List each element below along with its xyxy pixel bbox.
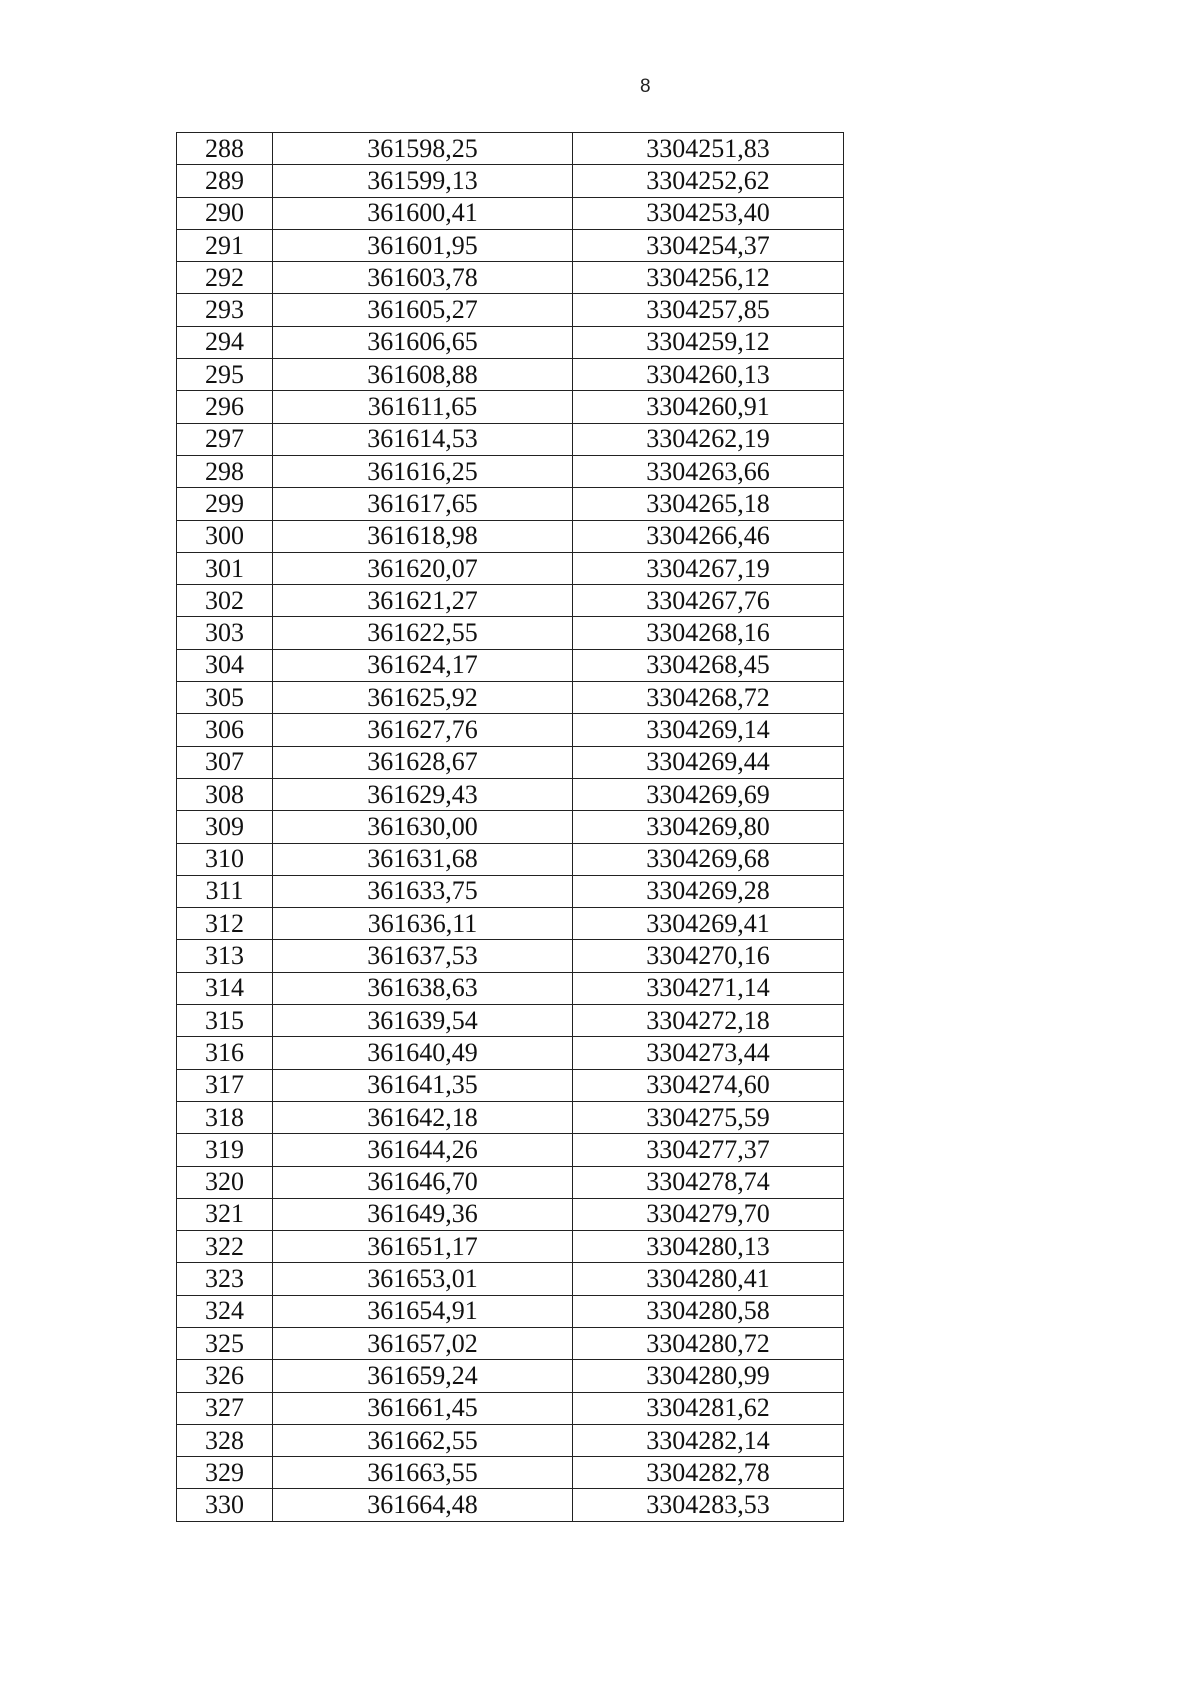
y-coordinate-cell: 3304277,37 xyxy=(573,1134,844,1166)
y-coordinate-cell: 3304268,16 xyxy=(573,617,844,649)
x-coordinate-cell: 361649,36 xyxy=(273,1198,573,1230)
point-number-cell: 296 xyxy=(177,391,273,423)
point-number-cell: 291 xyxy=(177,229,273,261)
x-coordinate-cell: 361662,55 xyxy=(273,1424,573,1456)
point-number-cell: 329 xyxy=(177,1457,273,1489)
table-row xyxy=(177,1069,844,1101)
table-row xyxy=(177,520,844,552)
point-number-cell: 295 xyxy=(177,359,273,391)
point-number-cell: 310 xyxy=(177,843,273,875)
y-coordinate-cell: 3304269,28 xyxy=(573,875,844,907)
x-coordinate-cell: 361657,02 xyxy=(273,1327,573,1359)
x-coordinate-cell: 361605,27 xyxy=(273,294,573,326)
x-coordinate-cell: 361663,55 xyxy=(273,1457,573,1489)
y-coordinate-cell: 3304252,62 xyxy=(573,165,844,197)
x-coordinate-cell: 361630,00 xyxy=(273,811,573,843)
y-coordinate-cell: 3304265,18 xyxy=(573,488,844,520)
table-row xyxy=(177,1101,844,1133)
point-number-cell: 315 xyxy=(177,1005,273,1037)
coordinates-table-body xyxy=(177,133,844,1522)
x-coordinate-cell: 361617,65 xyxy=(273,488,573,520)
table-row xyxy=(177,746,844,778)
table-row xyxy=(177,617,844,649)
table-row xyxy=(177,552,844,584)
y-coordinate-cell: 3304267,19 xyxy=(573,552,844,584)
y-coordinate-cell: 3304254,37 xyxy=(573,229,844,261)
x-coordinate-cell: 361611,65 xyxy=(273,391,573,423)
y-coordinate-cell: 3304282,78 xyxy=(573,1457,844,1489)
y-coordinate-cell: 3304260,91 xyxy=(573,391,844,423)
point-number-cell: 309 xyxy=(177,811,273,843)
point-number-cell: 301 xyxy=(177,552,273,584)
y-coordinate-cell: 3304269,69 xyxy=(573,778,844,810)
x-coordinate-cell: 361598,25 xyxy=(273,133,573,165)
table-row xyxy=(177,1263,844,1295)
y-coordinate-cell: 3304281,62 xyxy=(573,1392,844,1424)
table-row xyxy=(177,1037,844,1069)
table-row xyxy=(177,875,844,907)
x-coordinate-cell: 361601,95 xyxy=(273,229,573,261)
point-number-cell: 319 xyxy=(177,1134,273,1166)
point-number-cell: 323 xyxy=(177,1263,273,1295)
point-number-cell: 326 xyxy=(177,1360,273,1392)
y-coordinate-cell: 3304268,45 xyxy=(573,649,844,681)
table-row xyxy=(177,165,844,197)
x-coordinate-cell: 361629,43 xyxy=(273,778,573,810)
table-row xyxy=(177,649,844,681)
y-coordinate-cell: 3304257,85 xyxy=(573,294,844,326)
table-row xyxy=(177,359,844,391)
y-coordinate-cell: 3304259,12 xyxy=(573,326,844,358)
table-row xyxy=(177,326,844,358)
table-row xyxy=(177,1231,844,1263)
y-coordinate-cell: 3304274,60 xyxy=(573,1069,844,1101)
point-number-cell: 316 xyxy=(177,1037,273,1069)
x-coordinate-cell: 361599,13 xyxy=(273,165,573,197)
table-row xyxy=(177,972,844,1004)
table-row xyxy=(177,843,844,875)
y-coordinate-cell: 3304272,18 xyxy=(573,1005,844,1037)
point-number-cell: 304 xyxy=(177,649,273,681)
y-coordinate-cell: 3304269,44 xyxy=(573,746,844,778)
point-number-cell: 317 xyxy=(177,1069,273,1101)
y-coordinate-cell: 3304253,40 xyxy=(573,197,844,229)
point-number-cell: 328 xyxy=(177,1424,273,1456)
y-coordinate-cell: 3304282,14 xyxy=(573,1424,844,1456)
point-number-cell: 322 xyxy=(177,1231,273,1263)
table-row xyxy=(177,778,844,810)
point-number-cell: 324 xyxy=(177,1295,273,1327)
point-number-cell: 298 xyxy=(177,455,273,487)
point-number-cell: 308 xyxy=(177,778,273,810)
point-number-cell: 314 xyxy=(177,972,273,1004)
y-coordinate-cell: 3304280,72 xyxy=(573,1327,844,1359)
table-row xyxy=(177,682,844,714)
point-number-cell: 311 xyxy=(177,875,273,907)
table-row xyxy=(177,940,844,972)
table-row xyxy=(177,133,844,165)
table-row xyxy=(177,1134,844,1166)
x-coordinate-cell: 361651,17 xyxy=(273,1231,573,1263)
x-coordinate-cell: 361627,76 xyxy=(273,714,573,746)
point-number-cell: 327 xyxy=(177,1392,273,1424)
table-row xyxy=(177,391,844,423)
x-coordinate-cell: 361621,27 xyxy=(273,585,573,617)
y-coordinate-cell: 3304280,41 xyxy=(573,1263,844,1295)
x-coordinate-cell: 361642,18 xyxy=(273,1101,573,1133)
point-number-cell: 307 xyxy=(177,746,273,778)
table-row xyxy=(177,1457,844,1489)
x-coordinate-cell: 361661,45 xyxy=(273,1392,573,1424)
table-row xyxy=(177,714,844,746)
x-coordinate-cell: 361600,41 xyxy=(273,197,573,229)
y-coordinate-cell: 3304279,70 xyxy=(573,1198,844,1230)
point-number-cell: 305 xyxy=(177,682,273,714)
x-coordinate-cell: 361639,54 xyxy=(273,1005,573,1037)
page-number: 8 xyxy=(640,76,651,97)
y-coordinate-cell: 3304280,13 xyxy=(573,1231,844,1263)
x-coordinate-cell: 361638,63 xyxy=(273,972,573,1004)
x-coordinate-cell: 361659,24 xyxy=(273,1360,573,1392)
table-row xyxy=(177,908,844,940)
x-coordinate-cell: 361618,98 xyxy=(273,520,573,552)
table-row xyxy=(177,1005,844,1037)
point-number-cell: 300 xyxy=(177,520,273,552)
x-coordinate-cell: 361633,75 xyxy=(273,875,573,907)
point-number-cell: 325 xyxy=(177,1327,273,1359)
table-row xyxy=(177,1489,844,1521)
point-number-cell: 312 xyxy=(177,908,273,940)
table-row xyxy=(177,229,844,261)
y-coordinate-cell: 3304275,59 xyxy=(573,1101,844,1133)
y-coordinate-cell: 3304278,74 xyxy=(573,1166,844,1198)
point-number-cell: 292 xyxy=(177,262,273,294)
y-coordinate-cell: 3304269,14 xyxy=(573,714,844,746)
x-coordinate-cell: 361622,55 xyxy=(273,617,573,649)
x-coordinate-cell: 361628,67 xyxy=(273,746,573,778)
y-coordinate-cell: 3304280,99 xyxy=(573,1360,844,1392)
y-coordinate-cell: 3304260,13 xyxy=(573,359,844,391)
point-number-cell: 288 xyxy=(177,133,273,165)
x-coordinate-cell: 361625,92 xyxy=(273,682,573,714)
y-coordinate-cell: 3304269,41 xyxy=(573,908,844,940)
point-number-cell: 294 xyxy=(177,326,273,358)
y-coordinate-cell: 3304270,16 xyxy=(573,940,844,972)
table-row xyxy=(177,1327,844,1359)
y-coordinate-cell: 3304268,72 xyxy=(573,682,844,714)
table-row xyxy=(177,1424,844,1456)
x-coordinate-cell: 361640,49 xyxy=(273,1037,573,1069)
point-number-cell: 321 xyxy=(177,1198,273,1230)
point-number-cell: 303 xyxy=(177,617,273,649)
y-coordinate-cell: 3304271,14 xyxy=(573,972,844,1004)
x-coordinate-cell: 361603,78 xyxy=(273,262,573,294)
x-coordinate-cell: 361606,65 xyxy=(273,326,573,358)
point-number-cell: 293 xyxy=(177,294,273,326)
table-row xyxy=(177,811,844,843)
x-coordinate-cell: 361616,25 xyxy=(273,455,573,487)
x-coordinate-cell: 361664,48 xyxy=(273,1489,573,1521)
y-coordinate-cell: 3304266,46 xyxy=(573,520,844,552)
point-number-cell: 289 xyxy=(177,165,273,197)
table-row xyxy=(177,423,844,455)
table-row xyxy=(177,1295,844,1327)
point-number-cell: 313 xyxy=(177,940,273,972)
table-row xyxy=(177,1166,844,1198)
point-number-cell: 299 xyxy=(177,488,273,520)
table-row xyxy=(177,262,844,294)
x-coordinate-cell: 361614,53 xyxy=(273,423,573,455)
point-number-cell: 297 xyxy=(177,423,273,455)
y-coordinate-cell: 3304267,76 xyxy=(573,585,844,617)
x-coordinate-cell: 361631,68 xyxy=(273,843,573,875)
point-number-cell: 302 xyxy=(177,585,273,617)
point-number-cell: 306 xyxy=(177,714,273,746)
y-coordinate-cell: 3304251,83 xyxy=(573,133,844,165)
table-row xyxy=(177,1392,844,1424)
x-coordinate-cell: 361644,26 xyxy=(273,1134,573,1166)
table-row xyxy=(177,294,844,326)
table-row xyxy=(177,488,844,520)
table-row xyxy=(177,1360,844,1392)
x-coordinate-cell: 361636,11 xyxy=(273,908,573,940)
x-coordinate-cell: 361654,91 xyxy=(273,1295,573,1327)
x-coordinate-cell: 361624,17 xyxy=(273,649,573,681)
x-coordinate-cell: 361653,01 xyxy=(273,1263,573,1295)
point-number-cell: 330 xyxy=(177,1489,273,1521)
y-coordinate-cell: 3304262,19 xyxy=(573,423,844,455)
table-row xyxy=(177,197,844,229)
table-row xyxy=(177,1198,844,1230)
y-coordinate-cell: 3304280,58 xyxy=(573,1295,844,1327)
x-coordinate-cell: 361637,53 xyxy=(273,940,573,972)
y-coordinate-cell: 3304273,44 xyxy=(573,1037,844,1069)
x-coordinate-cell: 361646,70 xyxy=(273,1166,573,1198)
x-coordinate-cell: 361620,07 xyxy=(273,552,573,584)
y-coordinate-cell: 3304269,68 xyxy=(573,843,844,875)
coordinates-table xyxy=(176,132,844,1522)
point-number-cell: 320 xyxy=(177,1166,273,1198)
point-number-cell: 290 xyxy=(177,197,273,229)
table-row xyxy=(177,585,844,617)
y-coordinate-cell: 3304283,53 xyxy=(573,1489,844,1521)
x-coordinate-cell: 361608,88 xyxy=(273,359,573,391)
point-number-cell: 318 xyxy=(177,1101,273,1133)
x-coordinate-cell: 361641,35 xyxy=(273,1069,573,1101)
table-row xyxy=(177,455,844,487)
y-coordinate-cell: 3304269,80 xyxy=(573,811,844,843)
y-coordinate-cell: 3304256,12 xyxy=(573,262,844,294)
y-coordinate-cell: 3304263,66 xyxy=(573,455,844,487)
